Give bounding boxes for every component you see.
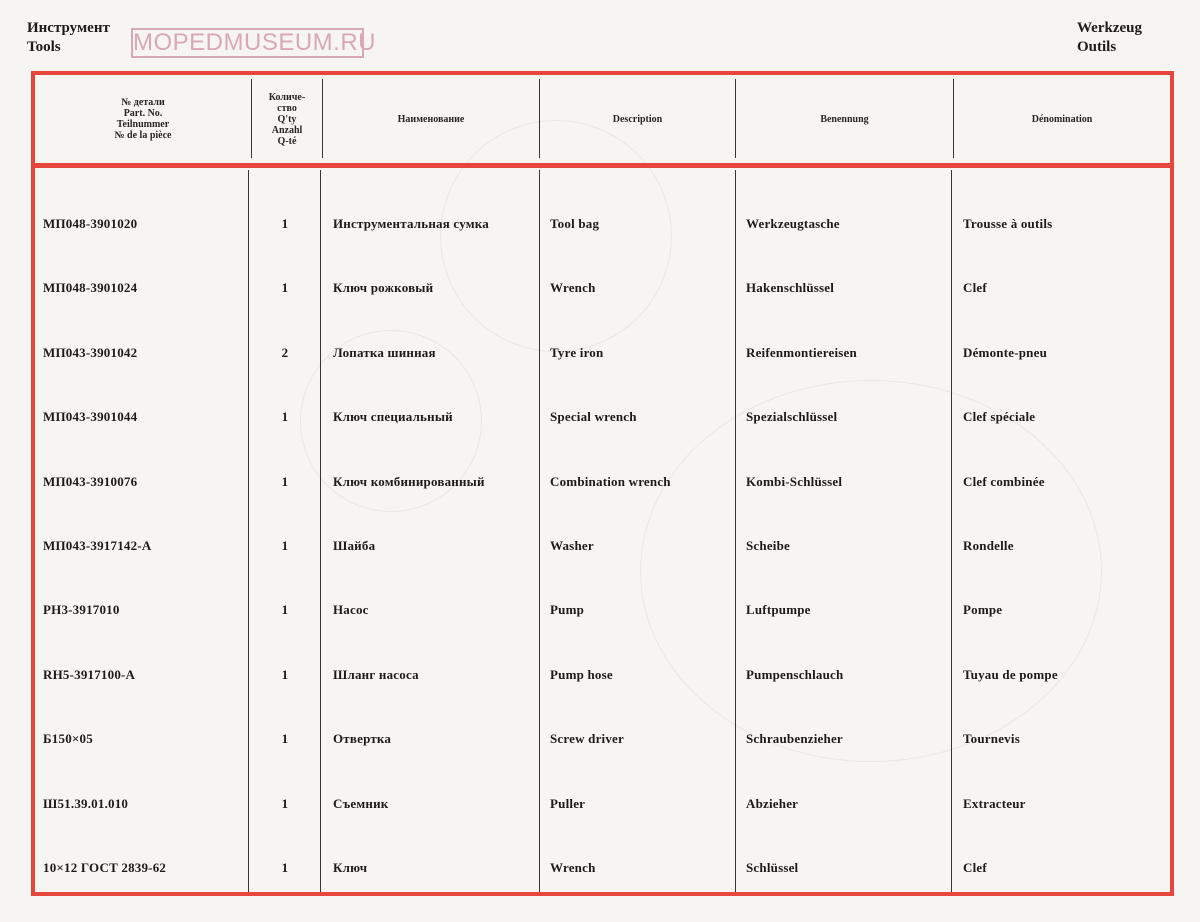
name-ru: Шайба — [333, 538, 376, 553]
column-header-line: Q'ty — [277, 113, 297, 125]
description-en: Tyre iron — [550, 345, 604, 360]
denomination-fr: Démonte-pneu — [963, 345, 1048, 360]
column-header-line: № детали — [121, 97, 165, 108]
part-number: Ш51.39.01.010 — [43, 796, 129, 811]
denomination-fr: Rondelle — [963, 538, 1014, 553]
column-divider — [539, 170, 540, 892]
part-number: МП043-3901042 — [43, 345, 138, 360]
benennung-de: Schlüssel — [746, 860, 799, 875]
description-en: Pump hose — [550, 667, 613, 682]
denomination-fr: Clef combinée — [963, 474, 1045, 489]
column-divider — [320, 170, 321, 892]
watermark-logo: MOPEDMUSEUM.RU — [133, 29, 377, 56]
title-fr: Outils — [1077, 39, 1117, 55]
column-header-description: Description — [612, 113, 663, 125]
benennung-de: Pumpenschlauch — [746, 667, 844, 682]
column-header-line: Q-té — [277, 135, 297, 147]
description-en: Wrench — [550, 860, 596, 875]
description-en: Combination wrench — [550, 474, 671, 489]
part-number: 10×12 ГОСТ 2839-62 — [43, 860, 167, 875]
quantity: 1 — [281, 667, 289, 682]
column-divider — [735, 170, 736, 892]
part-number: МП043-3917142-А — [43, 538, 152, 553]
benennung-de: Scheibe — [746, 538, 791, 553]
column-divider — [248, 170, 249, 892]
header-separator — [31, 163, 1174, 168]
quantity: 1 — [281, 602, 289, 617]
denomination-fr: Tournevis — [963, 731, 1020, 746]
benennung-de: Reifenmontiereisen — [746, 345, 857, 360]
name-ru: Съемник — [333, 796, 389, 811]
quantity: 1 — [281, 216, 289, 231]
name-ru: Ключ — [333, 860, 368, 875]
description-en: Special wrench — [550, 409, 637, 424]
column-header-benennung: Benennung — [820, 113, 869, 125]
benennung-de: Werkzeugtasche — [746, 216, 840, 231]
benennung-de: Hakenschlüssel — [746, 280, 835, 295]
quantity: 1 — [281, 280, 289, 295]
part-number: Б150×05 — [43, 731, 93, 746]
name-ru: Инструментальная сумка — [333, 216, 489, 231]
quantity: 1 — [281, 731, 289, 746]
denomination-fr: Pompe — [963, 602, 1003, 617]
description-en: Tool bag — [550, 216, 600, 231]
name-ru: Ключ специальный — [333, 409, 453, 424]
page-title-right — [1077, 19, 1142, 57]
name-ru: Ключ комбинированный — [333, 474, 485, 489]
name-ru: Лопатка шинная — [333, 345, 436, 360]
quantity: 1 — [281, 474, 289, 489]
column-header-name-ru: Наименование — [397, 113, 465, 125]
column-header-line: Anzahl — [271, 124, 303, 136]
benennung-de: Spezialschlüssel — [746, 409, 838, 424]
column-header-line: Количе- — [268, 91, 306, 103]
column-divider — [951, 170, 952, 892]
benennung-de: Abzieher — [746, 796, 799, 811]
column-header-denomination: Dénomination — [1031, 113, 1093, 125]
name-ru: Ключ рожковый — [333, 280, 434, 295]
denomination-fr: Extracteur — [963, 796, 1026, 811]
part-number: МП043-3901044 — [43, 409, 138, 424]
part-number: РН3-3917010 — [43, 602, 120, 617]
denomination-fr: Trousse à outils — [963, 216, 1053, 231]
description-en: Pump — [550, 602, 585, 617]
part-number: МП048-3901020 — [43, 216, 138, 231]
description-en: Washer — [550, 538, 594, 553]
benennung-de: Kombi-Schlüssel — [746, 474, 843, 489]
title-ru: Инструмент — [27, 20, 110, 36]
name-ru: Шланг насоса — [333, 667, 419, 682]
column-header-line: Part. No. — [123, 108, 163, 119]
title-de: Werkzeug — [1077, 20, 1142, 36]
quantity: 1 — [281, 538, 289, 553]
description-en: Wrench — [550, 280, 596, 295]
benennung-de: Luftpumpe — [746, 602, 811, 617]
quantity: 2 — [281, 345, 289, 360]
part-number: МП043-3910076 — [43, 474, 138, 489]
denomination-fr: Clef spéciale — [963, 409, 1036, 424]
title-en: Tools — [27, 39, 61, 55]
denomination-fr: Clef — [963, 860, 987, 875]
denomination-fr: Tuyau de pompe — [963, 667, 1058, 682]
name-ru: Насос — [333, 602, 369, 617]
page-title-left — [27, 19, 110, 57]
column-header-line: Teilnummer — [116, 119, 170, 130]
name-ru: Отвертка — [333, 731, 392, 746]
quantity: 1 — [281, 796, 289, 811]
column-header-part-no — [35, 79, 251, 159]
benennung-de: Schraubenzieher — [746, 731, 843, 746]
column-header-qty — [252, 79, 322, 159]
column-header-line: № de la pièce — [114, 130, 172, 141]
description-en: Screw driver — [550, 731, 624, 746]
description-en: Puller — [550, 796, 586, 811]
part-number: RH5-3917100-A — [43, 667, 136, 682]
quantity: 1 — [281, 409, 289, 424]
column-header-line: ство — [277, 102, 297, 114]
part-number: МП048-3901024 — [43, 280, 138, 295]
quantity: 1 — [281, 860, 289, 875]
denomination-fr: Clef — [963, 280, 987, 295]
